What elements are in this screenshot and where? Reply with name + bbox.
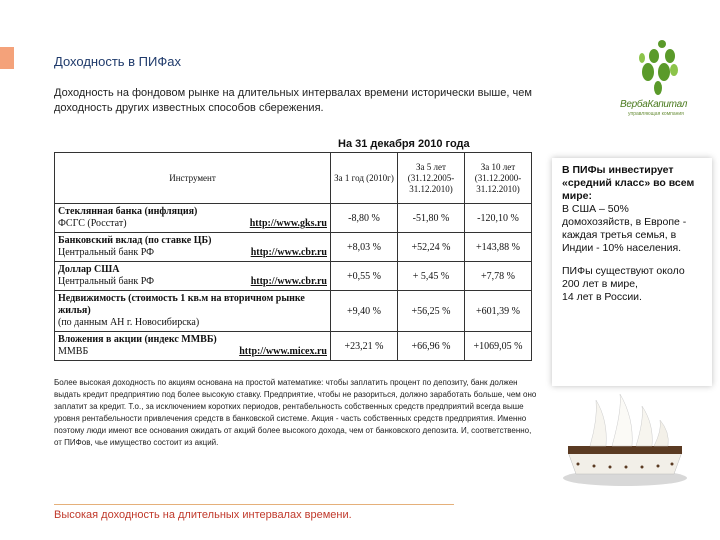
value-1-year: +9,40 % (331, 291, 398, 332)
value-5-years: + 5,45 % (398, 262, 465, 291)
instrument-source: Центральный банк РФ (58, 276, 155, 287)
header-1-year: За 1 год (2010г) (331, 153, 398, 204)
value-1-year: +23,21 % (331, 332, 398, 361)
table-row (55, 262, 532, 291)
instrument-cell (55, 262, 331, 291)
instrument-cell (55, 291, 331, 332)
instrument-name: Доллар США (58, 264, 120, 275)
table-row (55, 291, 532, 332)
source-link[interactable]: http://www.micex.ru (239, 346, 327, 357)
page-title: Доходность в ПИФах (54, 54, 181, 69)
instrument-name: Стеклянная банка (инфляция) (58, 206, 198, 217)
instrument-name: Недвижимость (стоимость 1 кв.м на вторичном рынке жилья) (58, 293, 305, 316)
value-1-year: +0,55 % (331, 262, 398, 291)
header-5-years: За 5 лет (31.12.2005-31.12.2010) (398, 153, 465, 204)
instrument-source: (по данным АН г. Новосибирска) (58, 317, 200, 328)
value-1-year: -8,80 % (331, 204, 398, 233)
table-row (55, 204, 532, 233)
table-row (55, 233, 532, 262)
logo-name: ВербаКапитал (620, 99, 688, 110)
cake-ship-image (550, 390, 700, 490)
side-body: В США – 50% домохозяйств, в Европе - каждая третья семья, в Индии - 10% населения. (562, 203, 687, 254)
side-heading: В ПИФы инвестирует «средний класс» во всем мире: (562, 164, 695, 202)
instrument-source: ФСГС (Росстат) (58, 218, 127, 229)
table-caption: На 31 декабря 2010 года (338, 138, 470, 150)
intro-text: Доходность на фондовом рынке на длительных интервалах времени исторически выше, чем доходность других известных способов сбережения. (54, 87, 532, 114)
value-10-years: +1069,05 % (465, 332, 532, 361)
value-10-years: +143,88 % (465, 233, 532, 262)
instrument-name: Банковский вклад (по ставке ЦБ) (58, 235, 212, 246)
logo-tagline: управляющая компания (628, 111, 684, 117)
source-link[interactable]: http://www.cbr.ru (250, 276, 327, 287)
source-link[interactable]: http://www.gks.ru (249, 218, 327, 229)
footnote-text: Более высокая доходность по акциям основана на простой математике: чтобы заплатить процент по депозиту, банк должен выдать кредит предприятию под более высокую ставку. Предприятие, чтобы не разориться, должно заработать больше, чем оно заплатит за кредит. Т.о., за исключением коротких периодов, рентабельность собственных средств предприятий всегда выше уровня рентабельности привлечения средств в банковской системе. Акция - часть собственных средств предприятия. Именно поэтому люди имеют все основания ожидать от акций более высокого дохода, чем от банковского депозита. И, соответственно, от ПИФов, чье имущество состоит из акций. (54, 378, 537, 447)
value-5-years: +66,96 % (398, 332, 465, 361)
returns-table (54, 152, 532, 361)
value-5-years: +52,24 % (398, 233, 465, 262)
source-link[interactable]: http://www.cbr.ru (250, 247, 327, 258)
bottom-tagline: Высокая доходность на длительных интервалах времени. (54, 509, 352, 521)
side-history-world: ПИФы существуют около 200 лет в мире, (562, 265, 685, 290)
instrument-cell (55, 332, 331, 361)
value-10-years: -120,10 % (465, 204, 532, 233)
header-10-years: За 10 лет (31.12.2000-31.12.2010) (465, 153, 532, 204)
accent-bar (0, 47, 14, 69)
side-history-russia: 14 лет в России. (562, 291, 642, 303)
value-5-years: -51,80 % (398, 204, 465, 233)
bottom-divider (54, 504, 454, 505)
value-10-years: +601,39 % (465, 291, 532, 332)
value-5-years: +56,25 % (398, 291, 465, 332)
instrument-cell (55, 204, 331, 233)
header-instrument: Инструмент (55, 153, 331, 204)
value-10-years: +7,78 % (465, 262, 532, 291)
instrument-name: Вложения в акции (индекс ММВБ) (58, 334, 217, 345)
value-1-year: +8,03 % (331, 233, 398, 262)
instrument-source: Центральный банк РФ (58, 247, 155, 258)
instrument-cell (55, 233, 331, 262)
instrument-source: ММВБ (58, 346, 89, 357)
table-header-row (55, 153, 532, 204)
side-info-box (552, 158, 712, 386)
table-row (55, 332, 532, 361)
